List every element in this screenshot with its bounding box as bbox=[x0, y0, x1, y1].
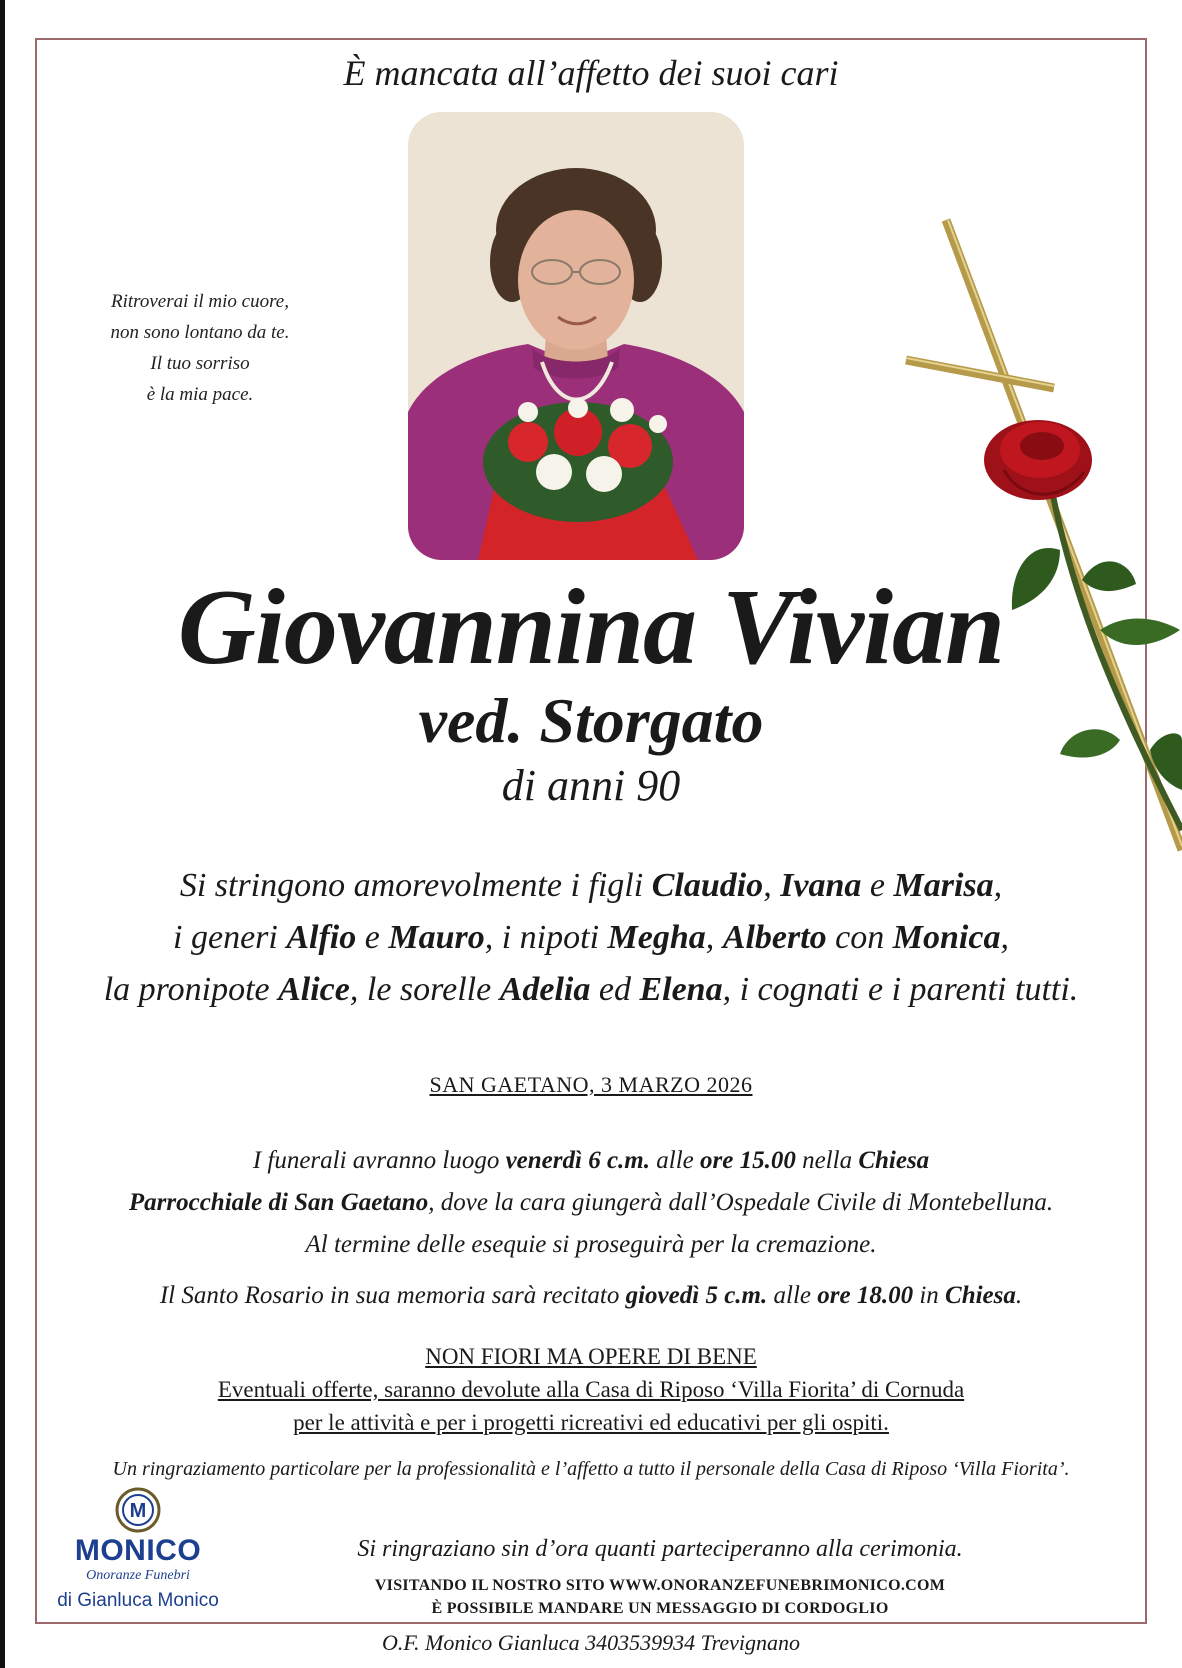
family-name: Alfio bbox=[286, 919, 357, 956]
poem-line: non sono lontano da te. bbox=[110, 322, 290, 343]
poem-line: Ritroverai il mio cuore, bbox=[110, 291, 289, 312]
rosary-details: Il Santo Rosario in sua memoria sarà recitato giovedì 5 c.m. alle ore 18.00 in Chiesa. bbox=[159, 1282, 1023, 1309]
website-line-1[interactable]: VISITANDO IL NOSTRO SITO WWW.ONORANZEFUNEBRIMONICO.COM bbox=[374, 1577, 946, 1594]
funeral-line-3: Al termine delle esequie si proseguirà per la cremazione. bbox=[305, 1231, 877, 1258]
footer-contact: O.F. Monico Gianluca 3403539934 Trevignano bbox=[382, 1630, 800, 1655]
emblem-icon bbox=[48, 1486, 228, 1534]
married-name: ved. Storgato bbox=[418, 685, 764, 756]
logo-subtitle: Onoranze Funebri bbox=[86, 1568, 190, 1583]
family-name: Mauro bbox=[388, 919, 485, 956]
donation-line-2: per le attività e per i progetti ricreativi ed educativi per gli ospiti. bbox=[293, 1410, 889, 1435]
family-name: Adelia bbox=[499, 971, 591, 1008]
family-name: Alice bbox=[278, 971, 350, 1008]
family-name: Claudio bbox=[651, 867, 764, 904]
family-name: Alberto bbox=[722, 919, 827, 956]
donation-line-1: Eventuali offerte, saranno devolute alla Casa di Riposo ‘Villa Fiorita’ di Cornuda bbox=[217, 1377, 965, 1402]
poem bbox=[60, 286, 340, 410]
family-name: Megha bbox=[607, 919, 706, 956]
no-flowers-title: NON FIORI MA OPERE DI BENE bbox=[425, 1344, 757, 1369]
funeral-home-logo bbox=[48, 1486, 228, 1616]
logo-owner: di Gianluca Monico bbox=[57, 1590, 219, 1611]
attendees-thanks: Si ringraziano sin d’ora quanti parteciperanno alla cerimonia. bbox=[357, 1536, 963, 1562]
family-name: Elena bbox=[639, 971, 723, 1008]
staff-thanks: Un ringraziamento particolare per la professionalità e l’affetto a tutto il personale della Casa di Riposo ‘Villa Fiorita’. bbox=[112, 1458, 1070, 1480]
left-edge-rule bbox=[0, 0, 5, 1668]
logo-brand: MONICO bbox=[74, 1534, 202, 1567]
deceased-name: Giovannina Vivian bbox=[177, 568, 1005, 687]
funeral-line-1: I funerali avranno luogo venerdì 6 c.m. alle ore 15.00 nella Chiesa bbox=[252, 1147, 930, 1174]
family-line-3: la pronipote Alice, le sorelle Adelia ed Elena, i cognati e i parenti tutti. bbox=[103, 971, 1079, 1008]
portrait-illustration bbox=[408, 112, 744, 560]
website-notice bbox=[220, 1574, 1100, 1620]
family-announcement bbox=[35, 860, 1147, 1016]
family-name: Monica bbox=[892, 919, 1001, 956]
intro-line: È mancata all’affetto dei suoi cari bbox=[343, 53, 839, 93]
emblem-letter: M bbox=[129, 1500, 147, 1522]
family-name: Ivana bbox=[780, 867, 862, 904]
website-line-2: È POSSIBILE MANDARE UN MESSAGGIO DI CORDOGLIO bbox=[431, 1600, 889, 1617]
family-line-1: Si stringono amorevolmente i figli Claudio, Ivana e Marisa, bbox=[179, 867, 1003, 904]
funeral-line-2: Parrocchiale di San Gaetano, dove la cara giungerà dall’Ospedale Civile di Montebelluna. bbox=[128, 1189, 1054, 1216]
no-flowers-notice bbox=[35, 1340, 1147, 1439]
family-line-2: i generi Alfio e Mauro, i nipoti Megha, Alberto con Monica, bbox=[173, 919, 1009, 956]
poem-line: è la mia pace. bbox=[146, 384, 254, 405]
poem-line: Il tuo sorriso bbox=[150, 353, 250, 374]
place-date: SAN GAETANO, 3 MARZO 2026 bbox=[429, 1072, 753, 1097]
family-name: Marisa bbox=[893, 867, 994, 904]
portrait-photo bbox=[408, 112, 744, 560]
funeral-details bbox=[35, 1140, 1147, 1266]
age-line: di anni 90 bbox=[501, 761, 681, 810]
